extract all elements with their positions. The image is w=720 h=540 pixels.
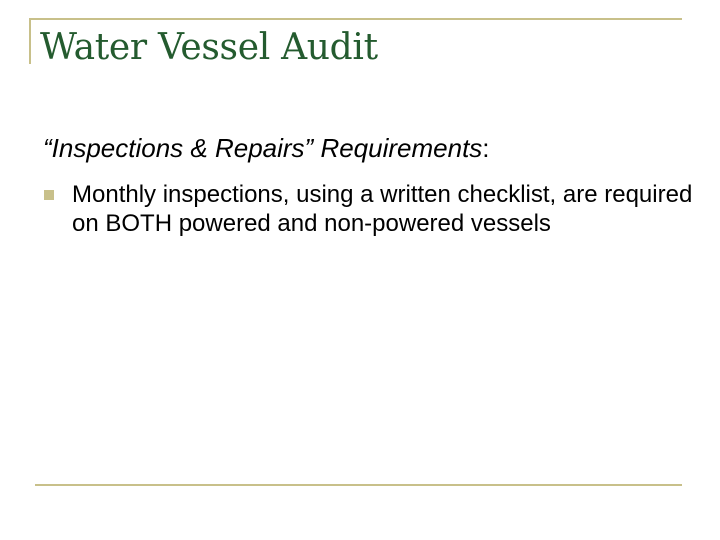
slide-title: Water Vessel Audit — [40, 27, 378, 68]
bullet-text: Monthly inspections, using a written checklist, are required on BOTH powered and non-powered vessels — [72, 181, 693, 237]
left-rule — [29, 18, 31, 64]
slide-heading — [43, 133, 490, 164]
bullet-item — [44, 180, 694, 238]
bottom-rule — [35, 484, 682, 486]
bullet-list — [44, 180, 694, 238]
heading-colon: : — [482, 133, 490, 163]
heading-italic-text: “Inspections & Repairs” Requirements — [43, 133, 483, 163]
square-bullet-icon — [44, 190, 54, 200]
top-rule — [29, 18, 682, 20]
